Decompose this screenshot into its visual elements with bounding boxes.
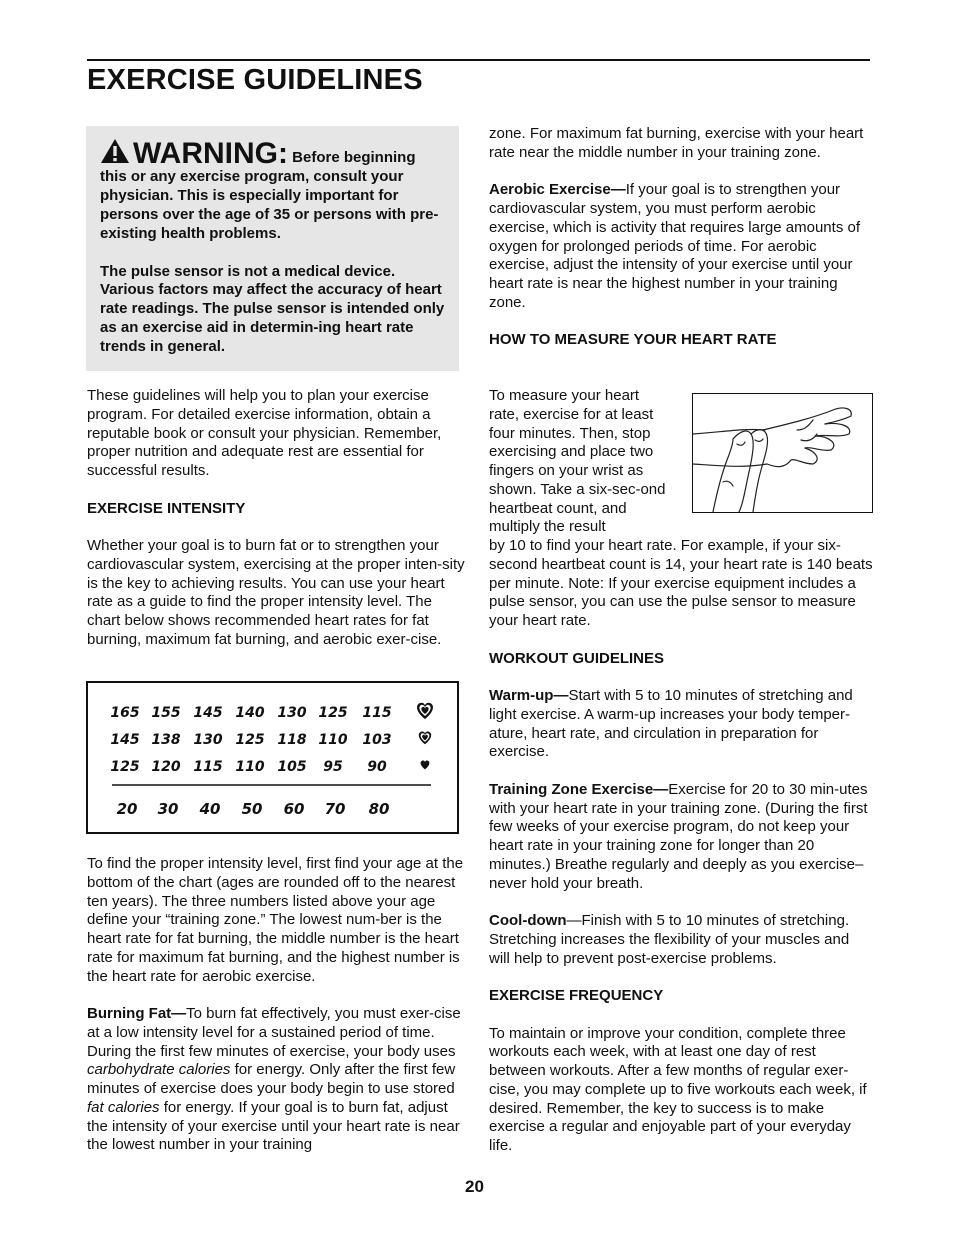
cooldown-paragraph: [489, 912, 873, 968]
heart-rate-value: 145: [110, 732, 140, 748]
training-zone-text: Exercise for 20 to 30 min-utes with your heart rate in your training zone. (During the first few weeks of your exercise program, do not keep your heart rate in your training zone for longer than 20 minutes.) Breathe regularly and deeply as you exercise–never hold your breath.: [489, 780, 868, 892]
heart-rate-value: 95: [323, 759, 343, 775]
left-column-bottom: [87, 855, 465, 1155]
right-column-bottom: [489, 537, 873, 1156]
age-label: 20: [116, 800, 138, 818]
heart-rate-value: 105: [277, 759, 307, 775]
measure-paragraph-1: To measure your heart rate, exercise for at least four minutes. Then, stop exercising and place two fingers on your wrist as shown. Take a six-sec-ond heartbeat count, and multiply the result: [489, 387, 666, 536]
find-level-paragraph: To find the proper intensity level, first find your age at the bottom of the chart (ages are rounded off to the nearest ten years). The three numbers listed above your age define your “training zone.” The lowest num-ber is the heart rate for fat burning, the middle number is the heart rate for maximum fat burning, and the highest number is the heart rate for aerobic exercise.: [87, 855, 464, 985]
heart-rate-chart-svg: [88, 683, 457, 832]
age-label: 40: [199, 800, 221, 818]
heart-rate-value: 110: [235, 759, 265, 775]
warmup-text: Start with 5 to 10 minutes of stretching and light exercise. A warm-up increases your body temper-ature, heart rate, and circulation in preparation for exercise.: [489, 687, 853, 761]
aerobic-label: Aerobic Exercise—: [489, 181, 626, 199]
aerobic-text: If your goal is to strengthen your cardiovascular system, you must perform aerobic exercise, which is activity that requires large amounts of oxygen for prolonged periods of time. For aerobic exercise, adjust the intensity of your exercise until your heart rate is near the highest number in your training zone.: [489, 181, 860, 311]
age-label: 60: [283, 800, 305, 818]
burning-fat-continued: zone. For maximum fat burning, exercise with your heart rate near the middle number in your training zone.: [489, 125, 864, 161]
cooldown-text: —Finish with 5 to 10 minutes of stretching. Stretching increases the flexibility of your muscles and will help to prevent post-exercise problems.: [489, 912, 850, 967]
left-column-top: [87, 387, 465, 650]
wrist-pulse-illustration: [692, 393, 873, 513]
medium-heart-icon: [419, 732, 431, 745]
heart-rate-value: 145: [193, 705, 223, 721]
frequency-heading: EXERCISE FREQUENCY: [489, 987, 664, 1004]
frequency-paragraph: To maintain or improve your condition, complete three workouts each week, with at least one day of rest between workouts. After a few months of regular exer-cise, you may complete up to five workouts each week, if desired. Remember, the key to success is to make exercise a regular and enjoyable part of your everyday life.: [489, 1024, 867, 1154]
training-zone-label: Training Zone Exercise—: [489, 780, 669, 798]
heart-rate-value: 110: [318, 732, 348, 748]
age-label: 80: [368, 800, 390, 818]
intensity-paragraph: Whether your goal is to burn fat or to strengthen your cardiovascular system, exercising at the proper inten-sity is the key to achieving results. You can use your heart rate as a guide to find the proper intensity level. The chart below shows recommended heart rates for fat burning, maximum fat burning, and aerobic exer-cise.: [87, 537, 465, 648]
intensity-heading: EXERCISE INTENSITY: [87, 499, 246, 517]
training-zone-paragraph: [489, 781, 873, 894]
burning-fat-paragraph: [87, 1005, 465, 1155]
heart-rate-value: 155: [151, 705, 181, 721]
warmup-paragraph: [489, 687, 873, 762]
large-heart-icon: [417, 703, 433, 719]
cooldown-label: Cool-down: [489, 912, 567, 929]
burning-fat-text-2: for energy. Only after the first few minutes of exercise does your body begin to use stored: [87, 1061, 456, 1097]
heart-rate-value: 140: [235, 705, 265, 721]
heart-rate-value: 138: [151, 732, 181, 748]
fat-calories: fat calories: [87, 1098, 160, 1116]
right-column-top: [489, 125, 873, 350]
heart-rate-value: 130: [277, 705, 307, 721]
hand-on-wrist-icon: [693, 394, 872, 512]
heart-rate-value: 118: [277, 732, 307, 748]
burning-fat-text-3: for energy. If your goal is to burn fat, adjust the intensity of your exercise until your heart rate is near the lowest number in your training: [87, 1098, 460, 1154]
measure-text-narrow: [489, 387, 667, 537]
workout-heading: WORKOUT GUIDELINES: [489, 649, 664, 667]
warning-word: WARNING:: [133, 137, 288, 170]
page-number: 20: [465, 1177, 484, 1196]
warning-lead: Before beginning: [292, 149, 416, 166]
age-label: 70: [324, 800, 346, 818]
heart-rate-chart: [86, 681, 459, 834]
warning-box: [86, 126, 459, 371]
burning-fat-label: Burning Fat—: [87, 1005, 187, 1022]
warning-text-1: this or any exercise program, consult your physician. This is especially important for persons over the age of 35 or persons with pre-existing health problems.: [100, 168, 439, 242]
carbohydrate-calories: carbohydrate calories: [87, 1061, 231, 1079]
age-label: 50: [241, 800, 263, 818]
heart-rate-value: 115: [362, 705, 392, 721]
heart-rate-value: 90: [367, 759, 387, 775]
warmup-label: Warm-up—: [489, 687, 569, 704]
measure-heading: HOW TO MEASURE YOUR HEART RATE: [489, 331, 777, 349]
age-label: 30: [157, 800, 179, 818]
heart-rate-value: 120: [151, 759, 181, 775]
aerobic-paragraph: [489, 181, 873, 312]
title-rule: [87, 59, 870, 61]
heart-rate-value: 125: [110, 759, 140, 775]
heart-rate-value: 165: [110, 705, 140, 721]
heart-rate-value: 125: [318, 705, 348, 721]
intro-paragraph: These guidelines will help you to plan your exercise program. For detailed exercise information, obtain a reputable book or consult your physician. Remember, proper nutrition and adequate rest are essential for successful results.: [87, 387, 442, 479]
warning-paragraph: [100, 138, 445, 244]
warning-text-2: The pulse sensor is not a medical device. Various factors may affect the accuracy of heart rate readings. The pulse sensor is intended only as an exercise aid in determin-ing heart rate trends in general.: [100, 262, 445, 356]
heart-rate-value: 125: [235, 732, 265, 748]
heart-rate-value: 103: [362, 732, 392, 748]
heart-rate-value: 115: [193, 759, 223, 775]
measure-paragraph-2: by 10 to find your heart rate. For example, if your six-second heartbeat count is 14, your heart rate is 140 beats per minute. Note: If your exercise equipment includes a pulse sensor, you can use the pulse sensor to measure your heart rate.: [489, 537, 873, 629]
burning-fat-text-1: To burn fat effectively, you must exer-cise at a low intensity level for a sustained period of time. During the first few minutes of exercise, your body uses: [87, 1005, 461, 1060]
warning-triangle-icon: [100, 138, 130, 164]
small-heart-icon: [421, 760, 430, 769]
heart-rate-value: 130: [193, 732, 223, 748]
page-title: EXERCISE GUIDELINES: [87, 64, 423, 96]
